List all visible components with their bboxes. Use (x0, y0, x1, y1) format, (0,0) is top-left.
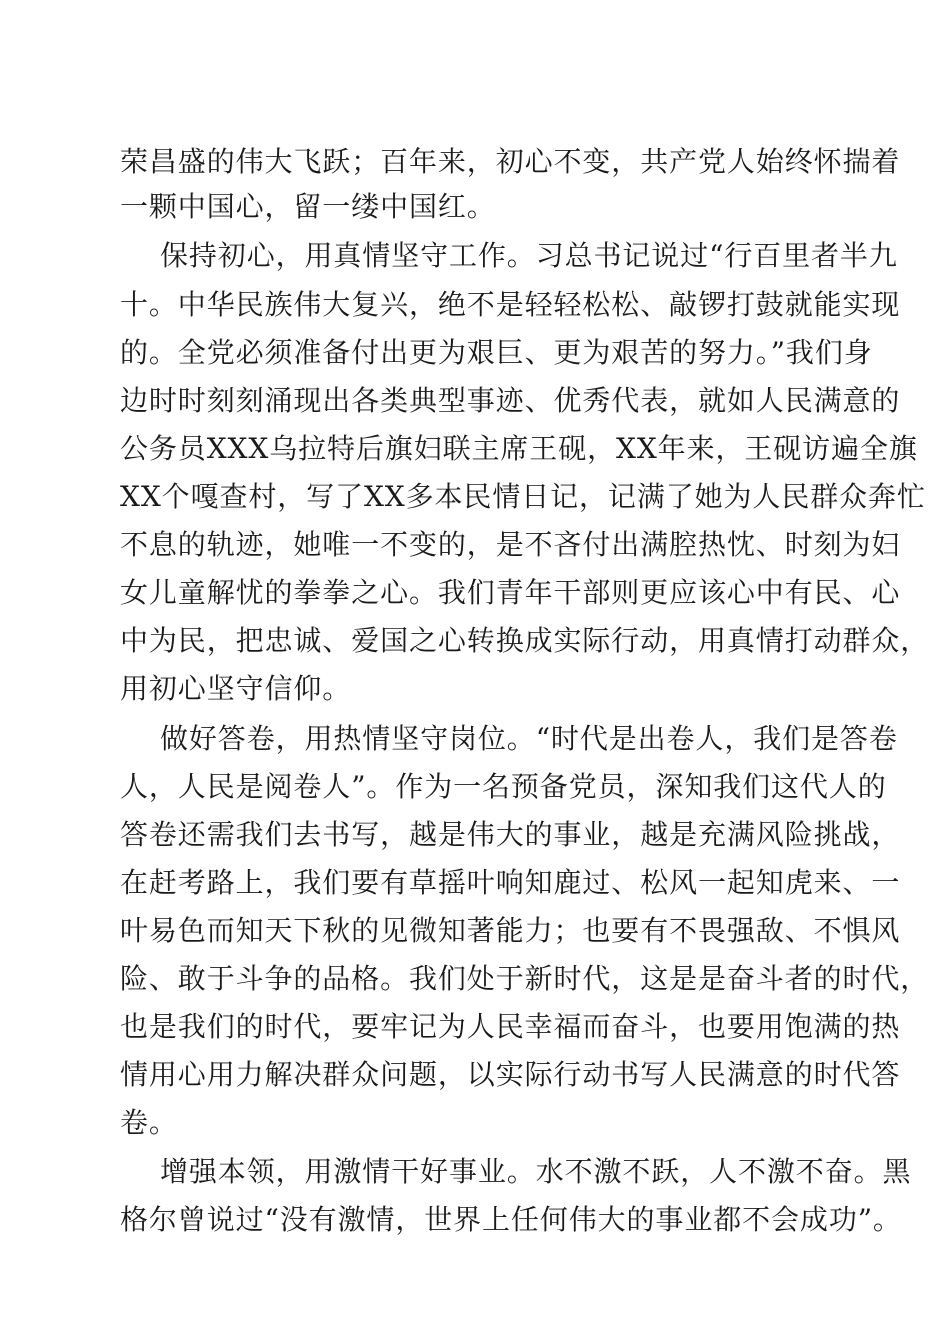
paragraph-start-line: 增强本领，用激情干好事业。水不激不跃，人不激不奋。黑 (160, 1155, 912, 1188)
text-line: 边时时刻刻涌现出各类典型事迹、优秀代表，就如人民满意的 (120, 384, 901, 417)
text-line: 情用心用力解决群众问题，以实际行动书写人民满意的时代答 (120, 1058, 901, 1091)
text-line: 在赶考路上，我们要有草摇叶响知鹿过、松风一起知虎来、一 (120, 866, 901, 899)
text-line: 的。全党必须准备付出更为艰巨、更为艰苦的努力。”我们身 (120, 336, 873, 369)
paragraph-start-line: 保持初心，用真情坚守工作。习总书记说过“行百里者半九 (160, 239, 898, 272)
text-line: 公务员XXX乌拉特后旗妇联主席王砚，XX年来，王砚访遍全旗 (120, 432, 918, 465)
text-line: 人，人民是阅卷人”。作为一名预备党员，深知我们这代人的 (120, 770, 887, 803)
text-line: 中为民，把忠诚、爱国之心转换成实际行动，用真情打动群众， (120, 624, 930, 657)
text-line: 答卷还需我们去书写，越是伟大的事业，越是充满风险挑战， (120, 818, 901, 851)
text-line: 女儿童解忧的拳拳之心。我们青年干部则更应该心中有民、心 (120, 576, 901, 609)
text-line: 用初心坚守信仰。 (120, 672, 352, 705)
text-line: XX个嘎查村，写了XX多本民情日记，记满了她为人民群众奔忙 (120, 480, 926, 513)
text-line: 格尔曾说过“没有激情，世界上任何伟大的事业都不会成功”。 (120, 1203, 902, 1236)
text-line: 卷。 (120, 1106, 178, 1139)
text-line: 也是我们的时代，要牢记为人民幸福而奋斗，也要用饱满的热 (120, 1010, 901, 1043)
text-line: 不息的轨迹，她唯一不变的，是不吝付出满腔热忱、时刻为妇 (120, 528, 901, 561)
paragraph-start-line: 做好答卷，用热情坚守岗位。“时代是出卷人，我们是答卷 (160, 722, 898, 755)
text-line: 险、敢于斗争的品格。我们处于新时代，这是是奋斗者的时代， (120, 962, 930, 995)
text-line: 十。中华民族伟大复兴，绝不是轻轻松松、敲锣打鼓就能实现 (120, 288, 901, 321)
text-line: 叶易色而知天下秋的见微知著能力；也要有不畏强敌、不惧风 (120, 914, 901, 947)
text-line: 一颗中国心，留一缕中国红。 (120, 190, 496, 223)
text-line: 荣昌盛的伟大飞跃；百年来，初心不变，共产党人始终怀揣着 (120, 145, 901, 178)
